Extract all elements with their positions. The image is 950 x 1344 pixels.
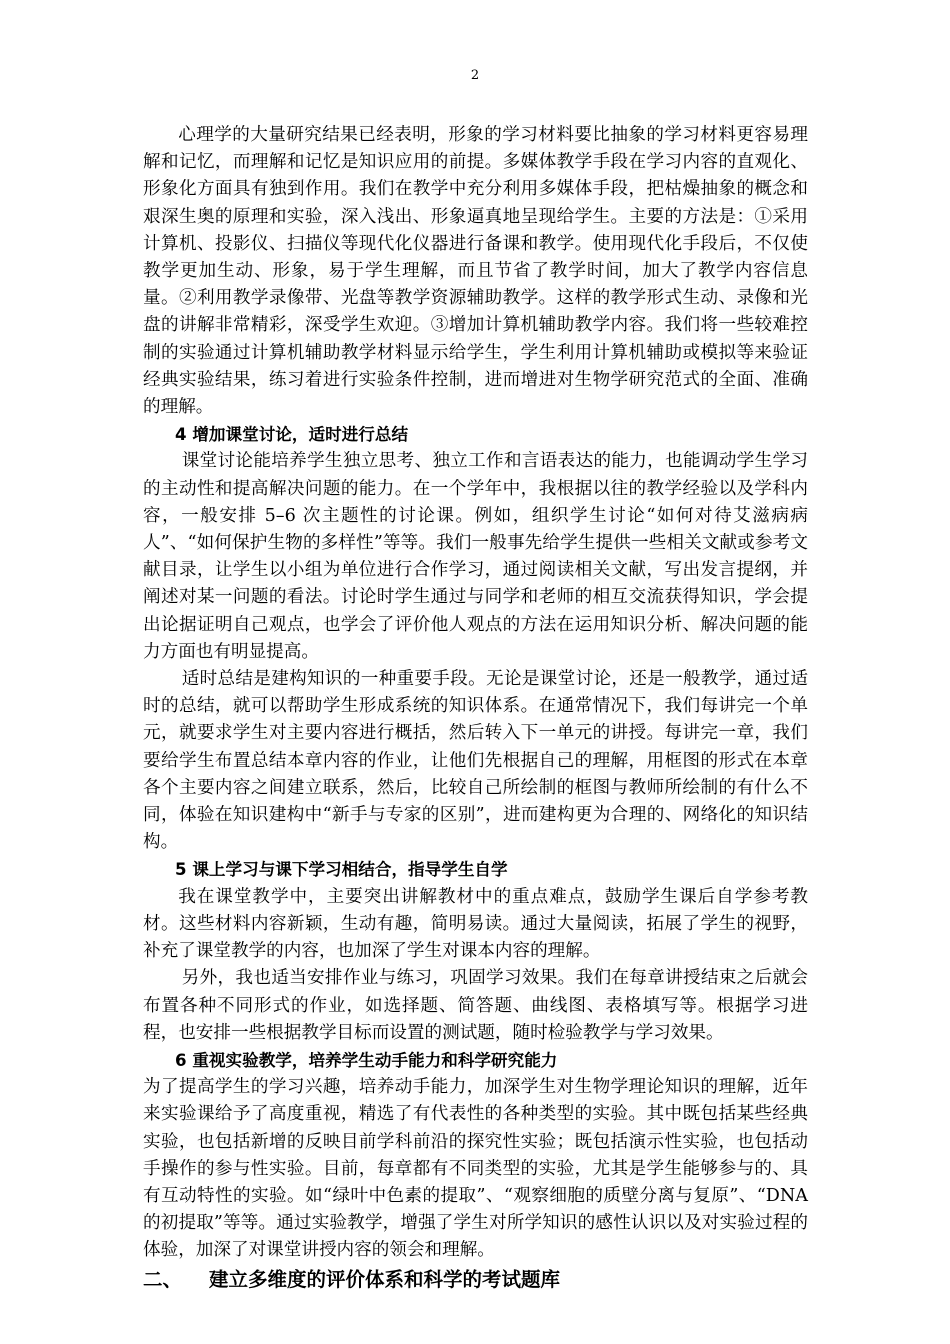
paragraph-experiments: 为了提高学生的学习兴趣，培养动手能力，加深学生对生物学理论知识的理解，近年来实验课给予了高度重视，精选了有代表性的各种类型的实验。其中既包括某些经典实验，也包括新增的反映目前学科前沿的探究性实验；既包括演示性实验，也包括动手操作的参与性实验。目前，每章都有不同类型的实验，尤其是学生能够参与的、具有互动特性的实验。如“绿叶中色素的提取”、“观察细胞的质壁分离与复原”、“DNA 的初提取”等等。通过实验教学，增强了学生对所学知识的感性认识以及对实验过程的体验，加深了对课堂讲授内容的领会和理解。 <box>143 1077 808 1261</box>
heading-5-self-study: 5 课上学习与课下学习相结合，指导学生自学 <box>175 860 508 880</box>
document-body <box>143 122 808 1295</box>
paragraph-self-study: 我在课堂教学中，主要突出讲解教材中的重点难点，鼓励学生课后自学参考教材。这些材料内容新颖，生动有趣，简明易读。通过大量阅读，拓展了学生的视野，补充了课堂教学的内容，也加深了学生对课本内容的理解。 <box>143 886 808 962</box>
paragraph-multimedia: 心理学的大量研究结果已经表明，形象的学习材料要比抽象的学习材料更容易理解和记忆，而理解和记忆是知识应用的前提。多媒体教学手段在学习内容的直观化、形象化方面具有独到作用。我们在教学中充分利用多媒体手段，把枯燥抽象的概念和艰深生奥的原理和实验，深入浅出、形象逼真地呈现给学生。主要的方法是：①采用计算机、投影仪、扫描仪等现代化仪器进行备课和教学。使用现代化手段后，不仅使教学更加生动、形象，易于学生理解，而且节省了教学时间，加大了教学内容信息量。②利用教学录像带、光盘等教学资源辅助教学。这样的教学形式生动、录像和光盘的讲解非常精彩，深受学生欢迎。③增加计算机辅助教学内容。我们将一些较难控制的实验通过计算机辅助教学材料显示给学生，学生利用计算机辅助或模拟等来验证经典实验结果，练习着进行实验条件控制，进而增进对生物学研究范式的全面、准确的理解。 <box>143 125 808 418</box>
paragraph-homework: 另外，我也适当安排作业与练习，巩固学习效果。我们在每章讲授结束之后就会布置各种不同形式的作业，如选择题、简答题、曲线图、表格填写等。根据学习进程，也安排一些根据教学目标而设置的测试题，随时检验教学与学习效果。 <box>143 968 808 1043</box>
page-number: 2 <box>470 68 480 83</box>
section-title: 建立多维度的评价体系和科学的考试题库 <box>209 1267 561 1291</box>
heading-6-experiments: 6 重视实验教学，培养学生动手能力和科学研究能力 <box>175 1050 558 1070</box>
section-number: 二、 <box>143 1267 183 1291</box>
heading-4-classroom-discussion: 4 增加课堂讨论，适时进行总结 <box>175 425 409 445</box>
paragraph-discussion: 课堂讨论能培养学生独立思考、独立工作和言语表达的能力，也能调动学生学习的主动性和提高解决问题的能力。在一个学年中，我根据以往的教学经验以及学科内容，一般安排 5–6 次主题性的讨论课。例如，组织学生讨论“如何对待艾滋病病人”、“如何保护生物的多样性”等等。我们一般事先给学生提供一些相关文献或参考文献目录，让学生以小组为单位进行合作学习，通过阅读相关文献，写出发言提纲，并阐述对某一问题的看法。讨论时学生通过与同学和老师的相互交流获得知识，学会提出论据证明自己观点，也学会了评价他人观点的方法在运用知识分析、解决问题的能力方面也有明显提高。 <box>143 451 808 662</box>
paragraph-summary: 适时总结是建构知识的一种重要手段。无论是课堂讨论，还是一般教学，通过适时的总结，就可以帮助学生形成系统的知识体系。在通常情况下，我们每讲完一个单元，就要求学生对主要内容进行概括，然后转入下一单元的讲授。每讲完一章，我们要给学生布置总结本章内容的作业，让他们先根据自己的理解，用框图的形式在本章各个主要内容之间建立联系，然后，比较自己所绘制的框图与教师所绘制的有什么不同，体验在知识建构中“新手与专家的区别”，进而建构更为合理的、网络化的知识结构。 <box>143 669 808 853</box>
section-heading-2 <box>143 1265 808 1295</box>
